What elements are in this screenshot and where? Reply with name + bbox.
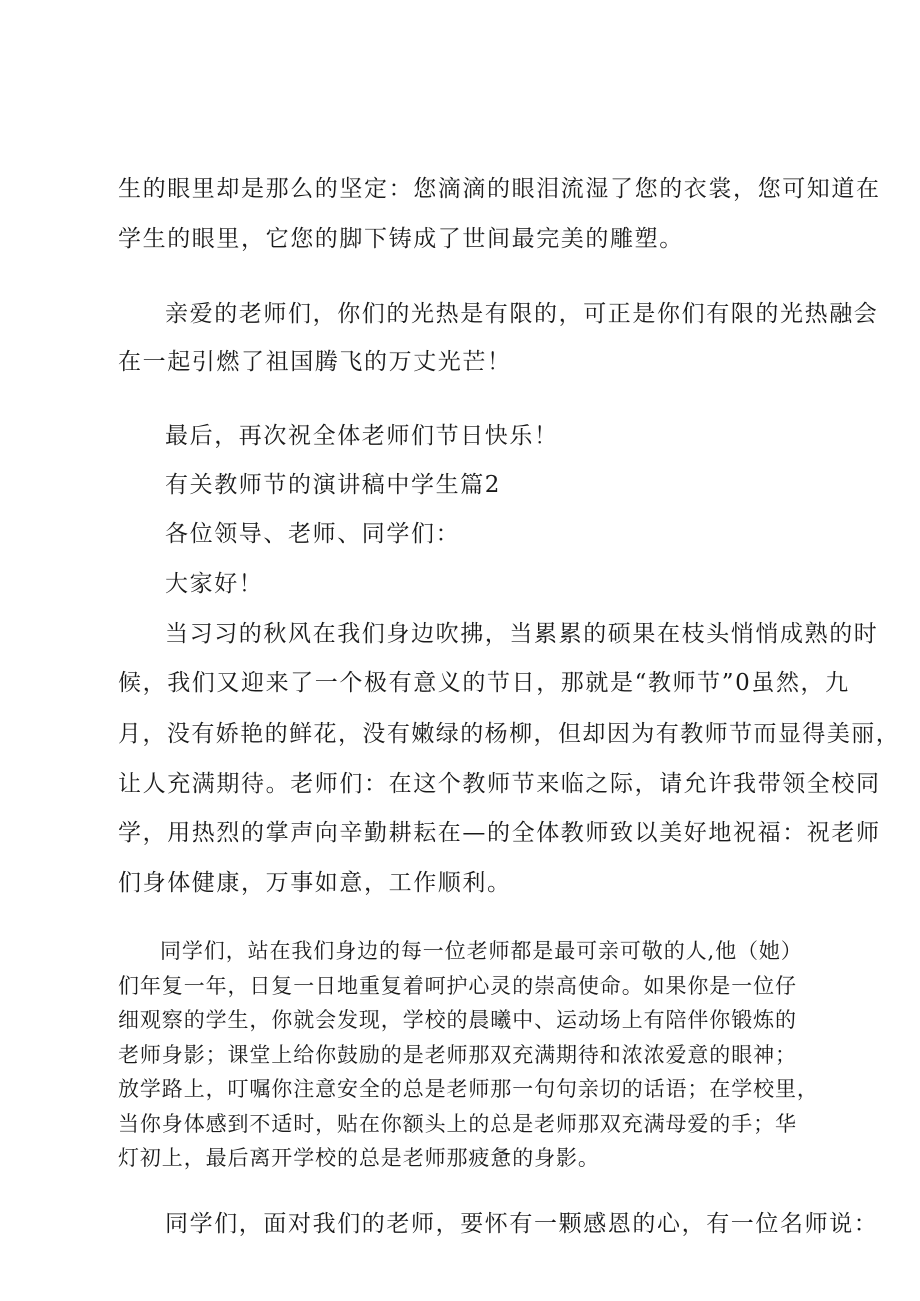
salutation: 各位领导、老师、同学们： <box>165 521 461 547</box>
text-line: 候，我们又迎来了一个极有意义的节日，那就是“教师节”0虽然，九 <box>118 670 850 696</box>
text-line: 们身体健康，万事如意，工作顺利。 <box>118 870 512 896</box>
text-line: 老师身影；课堂上给你鼓励的是老师那双充满期待和浓浓爱意的眼神； <box>118 1043 797 1067</box>
text-line: 学生的眼里，它您的脚下铸成了世间最完美的雕塑。 <box>118 226 684 252</box>
text-line: 灯初上，最后离开学校的总是老师那疲惫的身影。 <box>118 1146 600 1170</box>
text-line: 最后，再次祝全体老师们节日快乐！ <box>165 423 559 449</box>
text-line: 当你身体感到不适时，贴在你额头上的总是老师那双充满母爱的手；华 <box>118 1112 797 1136</box>
text-line: 细观察的学生，你就会发现，学校的晨曦中、运动场上有陪伴你锻炼的 <box>118 1008 797 1032</box>
text-line: 生的眼里却是那么的坚定：您滴滴的眼泪流湿了您的衣裳，您可知道在 <box>118 176 881 202</box>
text-line: 学，用热烈的掌声向辛勤耕耘在—的全体教师致以美好地祝福：祝老师 <box>118 820 881 846</box>
text-line: 亲爱的老师们，你们的光热是有限的，可正是你们有限的光热融会 <box>165 301 879 327</box>
text-line: 让人充满期待。老师们：在这个教师节来临之际，请允许我带领全校同 <box>118 771 881 797</box>
text-line: 放学路上，叮嘱你注意安全的总是老师那一句句亲切的话语；在学校里， <box>118 1077 819 1101</box>
section-heading: 有关教师节的演讲稿中学生篇2 <box>165 472 502 498</box>
text-line: 当习习的秋风在我们身边吹拂，当累累的硕果在枝头悄悄成熟的时 <box>165 621 879 647</box>
text-line: 月，没有娇艳的鲜花，没有嫩绿的杨柳，但却因为有教师节而显得美丽， <box>118 721 901 747</box>
greeting: 大家好！ <box>165 571 264 597</box>
text-line: 在一起引燃了祖国腾飞的万丈光芒！ <box>118 349 512 375</box>
text-line: 们年复一年，日复一日地重复着呵护心灵的崇高使命。如果你是一位仔 <box>118 974 797 998</box>
text-line: 同学们，面对我们的老师，要怀有一颗感恩的心，有一位名师说： <box>165 1211 879 1237</box>
text-line: 同学们，站在我们身边的每一位老师都是最可亲可敬的人,他（她） <box>160 939 803 963</box>
